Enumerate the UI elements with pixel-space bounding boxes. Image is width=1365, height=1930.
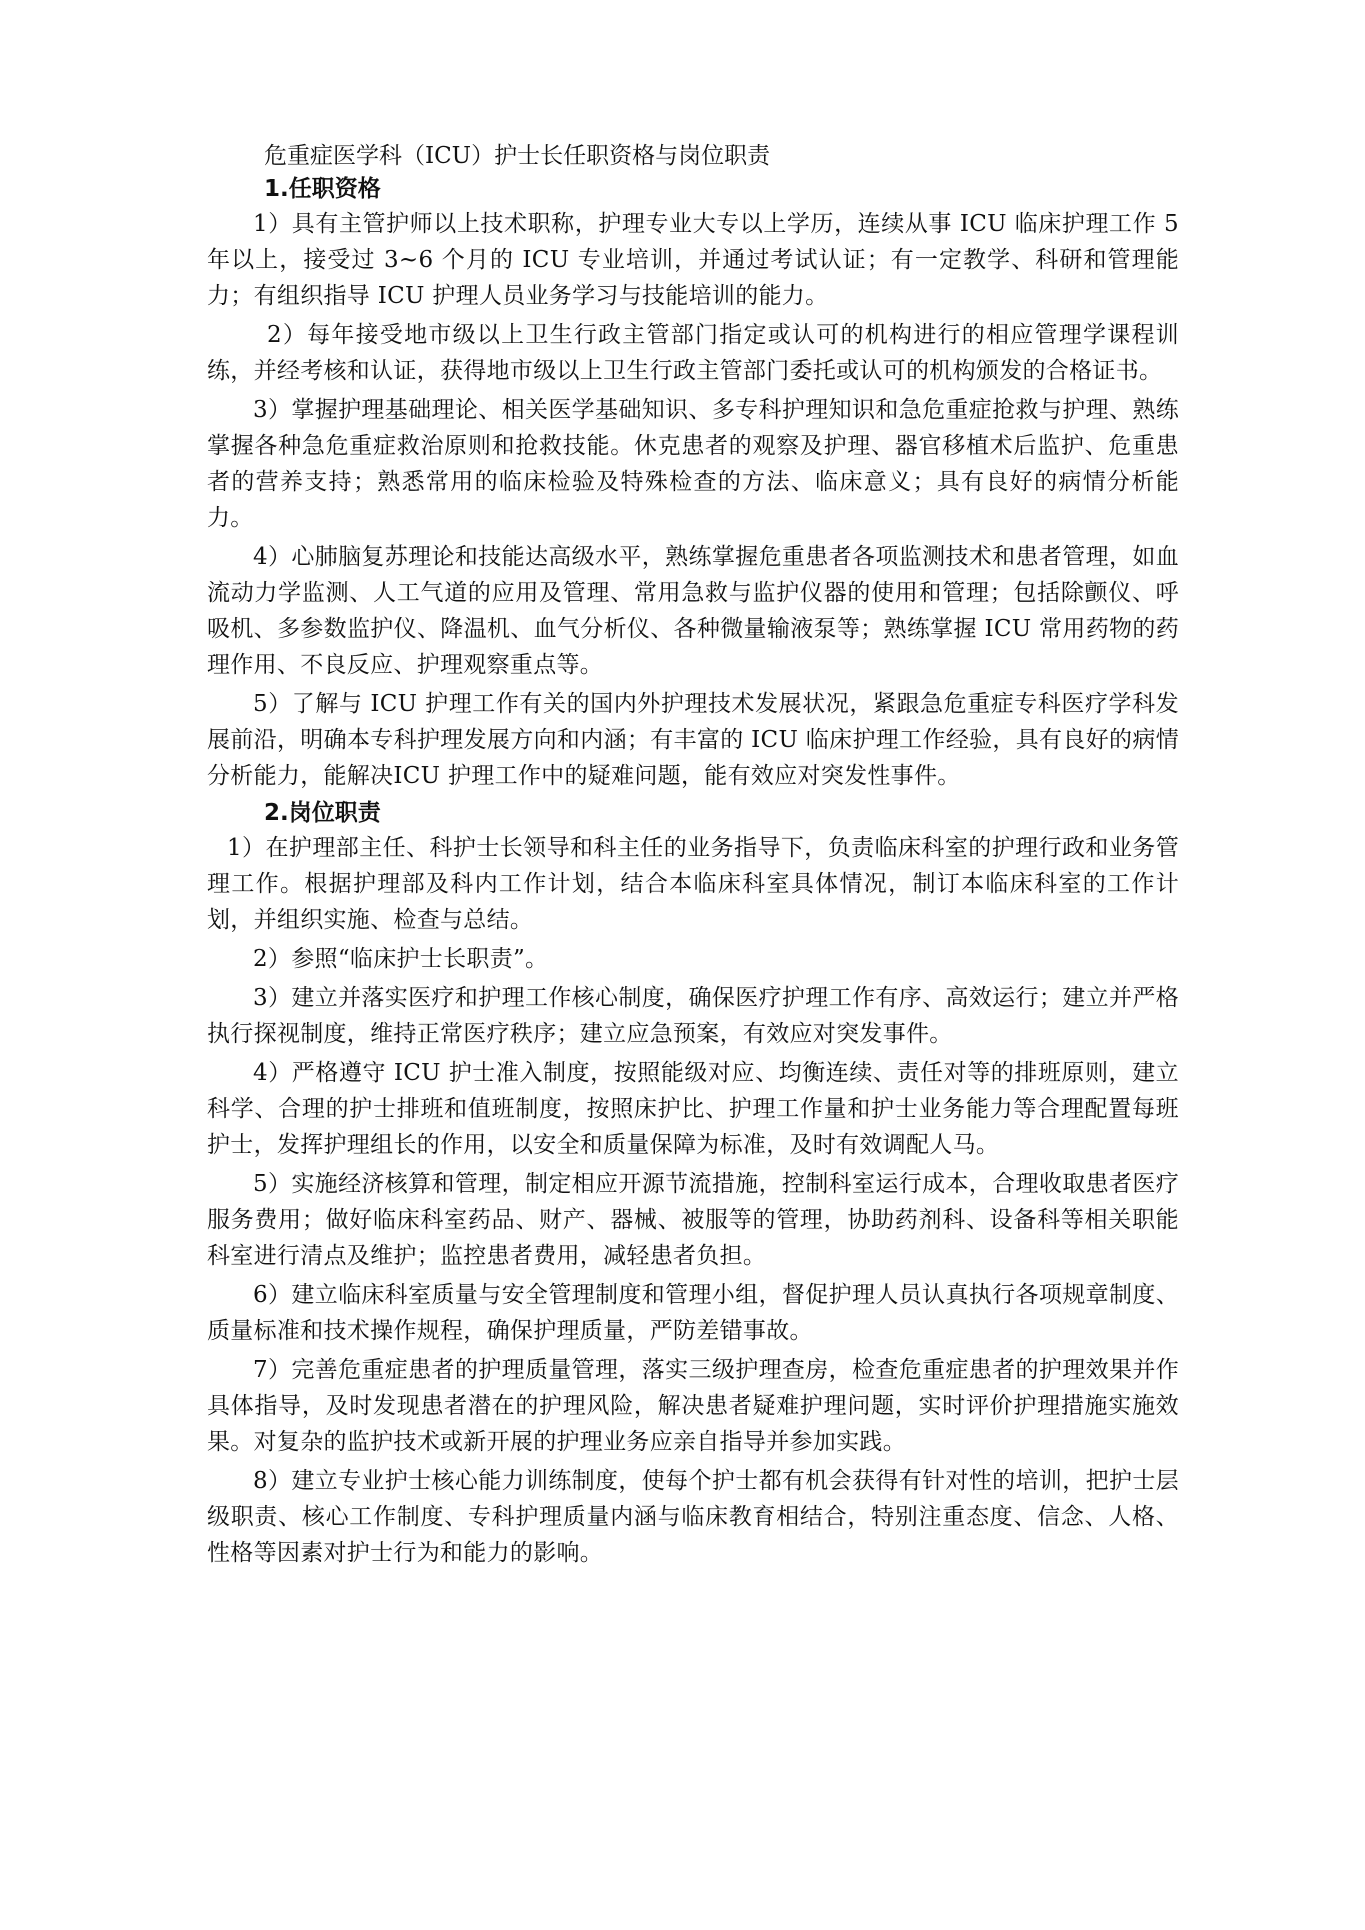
paragraph: 6）建立临床科室质量与安全管理制度和管理小组，督促护理人员认真执行各项规章制度、质量标准和技术操作规程，确保护理质量，严防差错事故。 — [207, 1282, 1179, 1344]
paragraph: 2）参照“临床护士长职责”。 — [253, 946, 549, 972]
section-qualifications — [207, 173, 1179, 794]
paragraph: 1）具有主管护师以上技术职称，护理专业大专以上学历，连续从事 ICU 临床护理工作 5 年以上，接受过 3~6 个月的 ICU 专业培训，并通过考试认证；有一定教学、科研和管理能力；有组织指导 ICU 护理人员业务学习与技能培训的能力。 — [207, 211, 1179, 309]
document-page — [207, 140, 1179, 1574]
section-heading-responsibilities: 2.岗位职责 — [264, 800, 381, 826]
document-title: 危重症医学科（ICU）护士长任职资格与岗位职责 — [264, 143, 771, 169]
paragraph: 5）实施经济核算和管理，制定相应开源节流措施，控制科室运行成本，合理收取患者医疗服务费用；做好临床科室药品、财产、器械、被服等的管理，协助药剂科、设备科等相关职能科室进行清点及维护；监控患者费用，减轻患者负担。 — [207, 1171, 1179, 1269]
paragraph: 3）掌握护理基础理论、相关医学基础知识、多专科护理知识和急危重症抢救与护理、熟练掌握各种急危重症救治原则和抢救技能。休克患者的观察及护理、器官移植术后监护、危重患者的营养支持；熟悉常用的临床检验及特殊检查的方法、临床意义；具有良好的病情分析能力。 — [207, 397, 1179, 531]
paragraph: 5）了解与 ICU 护理工作有关的国内外护理技术发展状况，紧跟急危重症专科医疗学科发展前沿，明确本专科护理发展方向和内涵；有丰富的 ICU 临床护理工作经验，具有良好的病情分析能力，能解决ICU 护理工作中的疑难问题，能有效应对突发性事件。 — [207, 691, 1179, 789]
section-responsibilities — [207, 797, 1179, 1571]
paragraph: 7）完善危重症患者的护理质量管理，落实三级护理查房，检查危重症患者的护理效果并作具体指导，及时发现患者潜在的护理风险，解决患者疑难护理问题，实时评价护理措施实施效果。对复杂的监护技术或新开展的护理业务应亲自指导并参加实践。 — [207, 1357, 1179, 1455]
section-heading-qualifications: 1.任职资格 — [264, 176, 381, 202]
paragraph: 4）严格遵守 ICU 护士准入制度，按照能级对应、均衡连续、责任对等的排班原则，建立科学、合理的护士排班和值班制度，按照床护比、护理工作量和护士业务能力等合理配置每班护士，发挥护理组长的作用，以安全和质量保障为标准，及时有效调配人马。 — [207, 1060, 1179, 1158]
paragraph: 1）在护理部主任、科护士长领导和科主任的业务指导下，负责临床科室的护理行政和业务管理工作。根据护理部及科内工作计划，结合本临床科室具体情况，制订本临床科室的工作计划，并组织实施、检查与总结。 — [207, 835, 1179, 933]
paragraph: 3）建立并落实医疗和护理工作核心制度，确保医疗护理工作有序、高效运行；建立并严格执行探视制度，维持正常医疗秩序；建立应急预案，有效应对突发事件。 — [207, 985, 1179, 1047]
paragraph: 4）心肺脑复苏理论和技能达高级水平，熟练掌握危重患者各项监测技术和患者管理，如血流动力学监测、人工气道的应用及管理、常用急救与监护仪器的使用和管理；包括除颤仪、呼吸机、多参数监护仪、降温机、血气分析仪、各种微量输液泵等；熟练掌握 ICU 常用药物的药理作用、不良反应、护理观察重点等。 — [207, 544, 1179, 678]
paragraph: 2）每年接受地市级以上卫生行政主管部门指定或认可的机构进行的相应管理学课程训练，并经考核和认证，获得地市级以上卫生行政主管部门委托或认可的机构颁发的合格证书。 — [207, 322, 1179, 384]
paragraph: 8）建立专业护士核心能力训练制度，使每个护士都有机会获得有针对性的培训，把护士层级职责、核心工作制度、专科护理质量内涵与临床教育相结合，特别注重态度、信念、人格、性格等因素对护士行为和能力的影响。 — [207, 1468, 1179, 1566]
